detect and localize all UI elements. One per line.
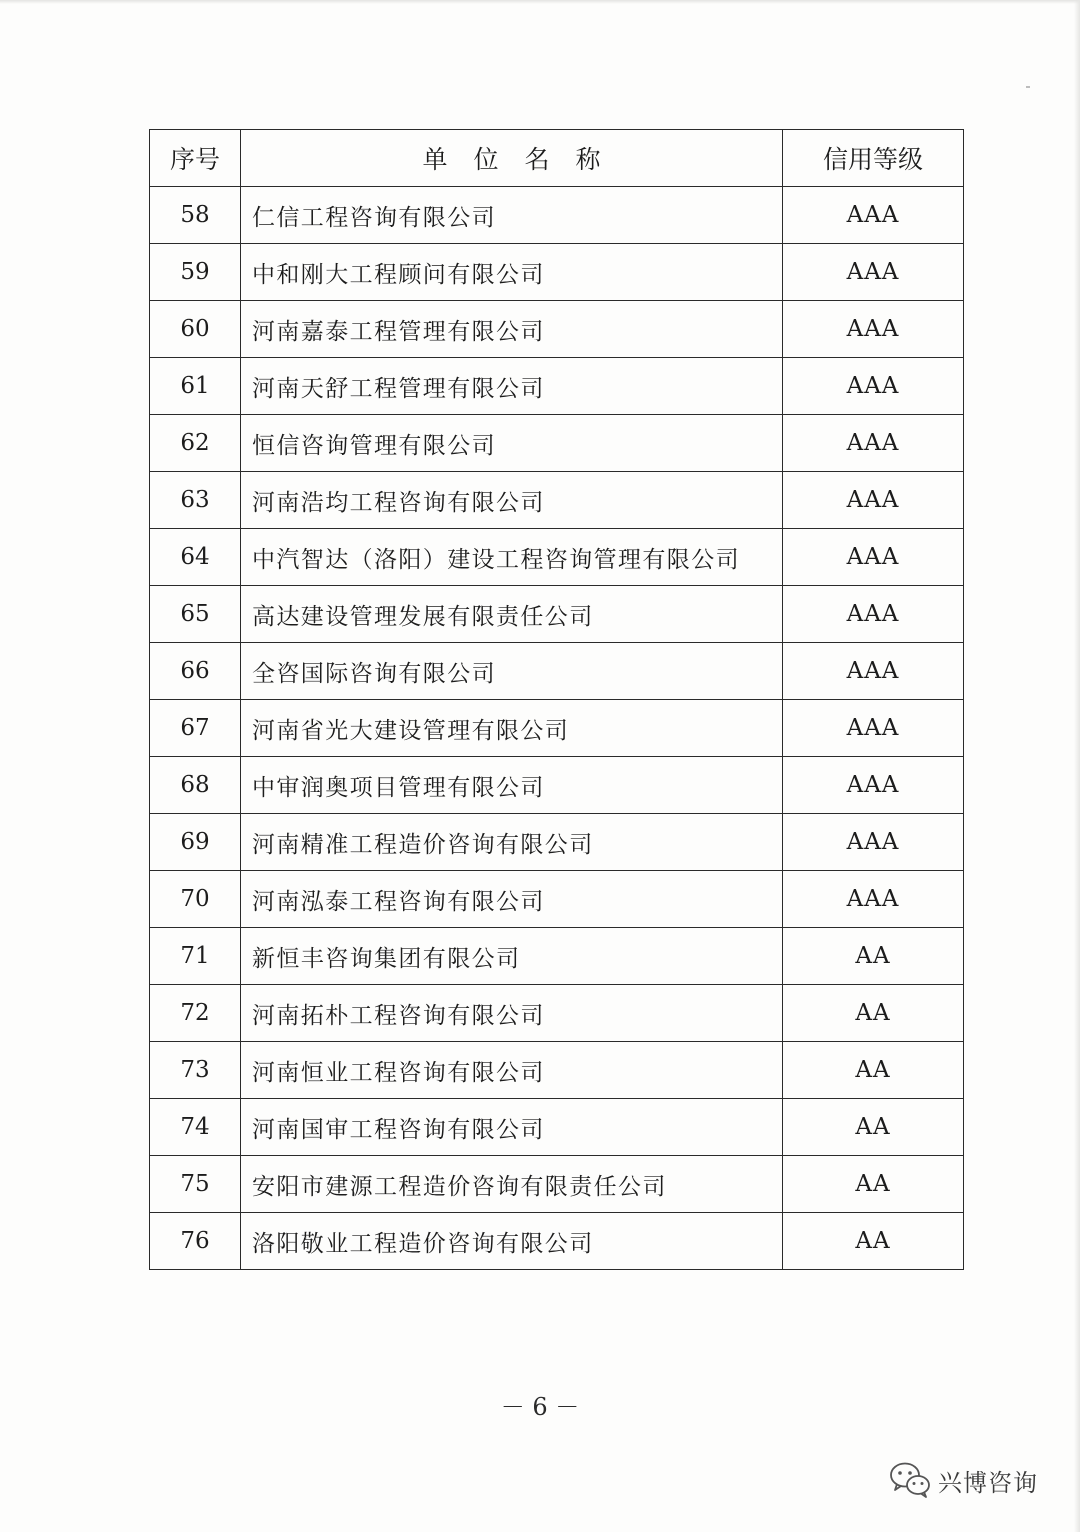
table-row xyxy=(150,700,964,757)
row-credit-grade: AAA xyxy=(783,244,964,301)
scan-mark xyxy=(1026,86,1030,88)
table-header-row xyxy=(150,130,964,187)
row-credit-grade: AAA xyxy=(783,700,964,757)
table-row xyxy=(150,1042,964,1099)
row-credit-grade: AAA xyxy=(783,586,964,643)
row-credit-grade: AA xyxy=(783,1213,964,1270)
table-row xyxy=(150,643,964,700)
row-credit-grade: AAA xyxy=(783,472,964,529)
row-credit-grade: AAA xyxy=(783,358,964,415)
table-row xyxy=(150,985,964,1042)
row-company-name: 新恒丰咨询集团有限公司 xyxy=(241,928,783,985)
row-index: 72 xyxy=(150,985,241,1042)
row-credit-grade: AAA xyxy=(783,871,964,928)
row-credit-grade: AA xyxy=(783,1156,964,1213)
row-credit-grade: AAA xyxy=(783,187,964,244)
row-company-name: 安阳市建源工程造价咨询有限责任公司 xyxy=(241,1156,783,1213)
row-index: 70 xyxy=(150,871,241,928)
row-index: 71 xyxy=(150,928,241,985)
row-company-name: 河南浩均工程咨询有限公司 xyxy=(241,472,783,529)
row-company-name: 河南拓朴工程咨询有限公司 xyxy=(241,985,783,1042)
row-index: 66 xyxy=(150,643,241,700)
header-credit-grade: 信用等级 xyxy=(783,130,964,187)
table-row xyxy=(150,415,964,472)
credit-rating-table xyxy=(149,129,964,1270)
header-company-name: 单位名称 xyxy=(241,130,783,187)
table-row xyxy=(150,301,964,358)
watermark-text: 兴博咨询 xyxy=(938,1468,1038,1497)
row-index: 58 xyxy=(150,187,241,244)
table-row xyxy=(150,871,964,928)
table-row xyxy=(150,187,964,244)
row-credit-grade: AAA xyxy=(783,529,964,586)
table-row xyxy=(150,757,964,814)
table-row xyxy=(150,1213,964,1270)
row-index: 73 xyxy=(150,1042,241,1099)
row-index: 59 xyxy=(150,244,241,301)
row-company-name: 中汽智达（洛阳）建设工程咨询管理有限公司 xyxy=(241,529,783,586)
row-company-name: 恒信咨询管理有限公司 xyxy=(241,415,783,472)
row-company-name: 河南精准工程造价咨询有限公司 xyxy=(241,814,783,871)
row-index: 74 xyxy=(150,1099,241,1156)
row-company-name: 中审润奥项目管理有限公司 xyxy=(241,757,783,814)
row-index: 64 xyxy=(150,529,241,586)
row-company-name: 河南省光大建设管理有限公司 xyxy=(241,700,783,757)
row-credit-grade: AAA xyxy=(783,301,964,358)
row-index: 62 xyxy=(150,415,241,472)
wechat-icon xyxy=(888,1460,932,1500)
row-index: 67 xyxy=(150,700,241,757)
row-credit-grade: AA xyxy=(783,1099,964,1156)
table-row xyxy=(150,1099,964,1156)
table-row xyxy=(150,529,964,586)
row-company-name: 仁信工程咨询有限公司 xyxy=(241,187,783,244)
row-company-name: 河南国审工程咨询有限公司 xyxy=(241,1099,783,1156)
row-company-name: 河南嘉泰工程管理有限公司 xyxy=(241,301,783,358)
table-row xyxy=(150,586,964,643)
row-index: 61 xyxy=(150,358,241,415)
table-row xyxy=(150,1156,964,1213)
row-credit-grade: AAA xyxy=(783,814,964,871)
row-credit-grade: AAA xyxy=(783,643,964,700)
page-edge-shadow-right xyxy=(1074,0,1080,1532)
row-company-name: 高达建设管理发展有限责任公司 xyxy=(241,586,783,643)
row-credit-grade: AAA xyxy=(783,415,964,472)
table-row xyxy=(150,358,964,415)
table-row xyxy=(150,928,964,985)
row-company-name: 河南天舒工程管理有限公司 xyxy=(241,358,783,415)
watermark xyxy=(888,1454,1038,1506)
row-credit-grade: AA xyxy=(783,985,964,1042)
row-index: 63 xyxy=(150,472,241,529)
row-credit-grade: AA xyxy=(783,1042,964,1099)
page-number: － 6 － xyxy=(500,1393,580,1421)
row-index: 76 xyxy=(150,1213,241,1270)
row-credit-grade: AA xyxy=(783,928,964,985)
row-company-name: 河南恒业工程咨询有限公司 xyxy=(241,1042,783,1099)
page-edge-shadow-top xyxy=(0,0,1080,4)
row-index: 60 xyxy=(150,301,241,358)
row-index: 75 xyxy=(150,1156,241,1213)
row-company-name: 全咨国际咨询有限公司 xyxy=(241,643,783,700)
header-index: 序号 xyxy=(150,130,241,187)
table-row xyxy=(150,814,964,871)
row-index: 69 xyxy=(150,814,241,871)
table-row xyxy=(150,472,964,529)
table-row xyxy=(150,244,964,301)
row-company-name: 中和刚大工程顾问有限公司 xyxy=(241,244,783,301)
table-body xyxy=(150,187,964,1270)
row-index: 68 xyxy=(150,757,241,814)
row-credit-grade: AAA xyxy=(783,757,964,814)
row-company-name: 洛阳敬业工程造价咨询有限公司 xyxy=(241,1213,783,1270)
row-company-name: 河南泓泰工程咨询有限公司 xyxy=(241,871,783,928)
row-index: 65 xyxy=(150,586,241,643)
